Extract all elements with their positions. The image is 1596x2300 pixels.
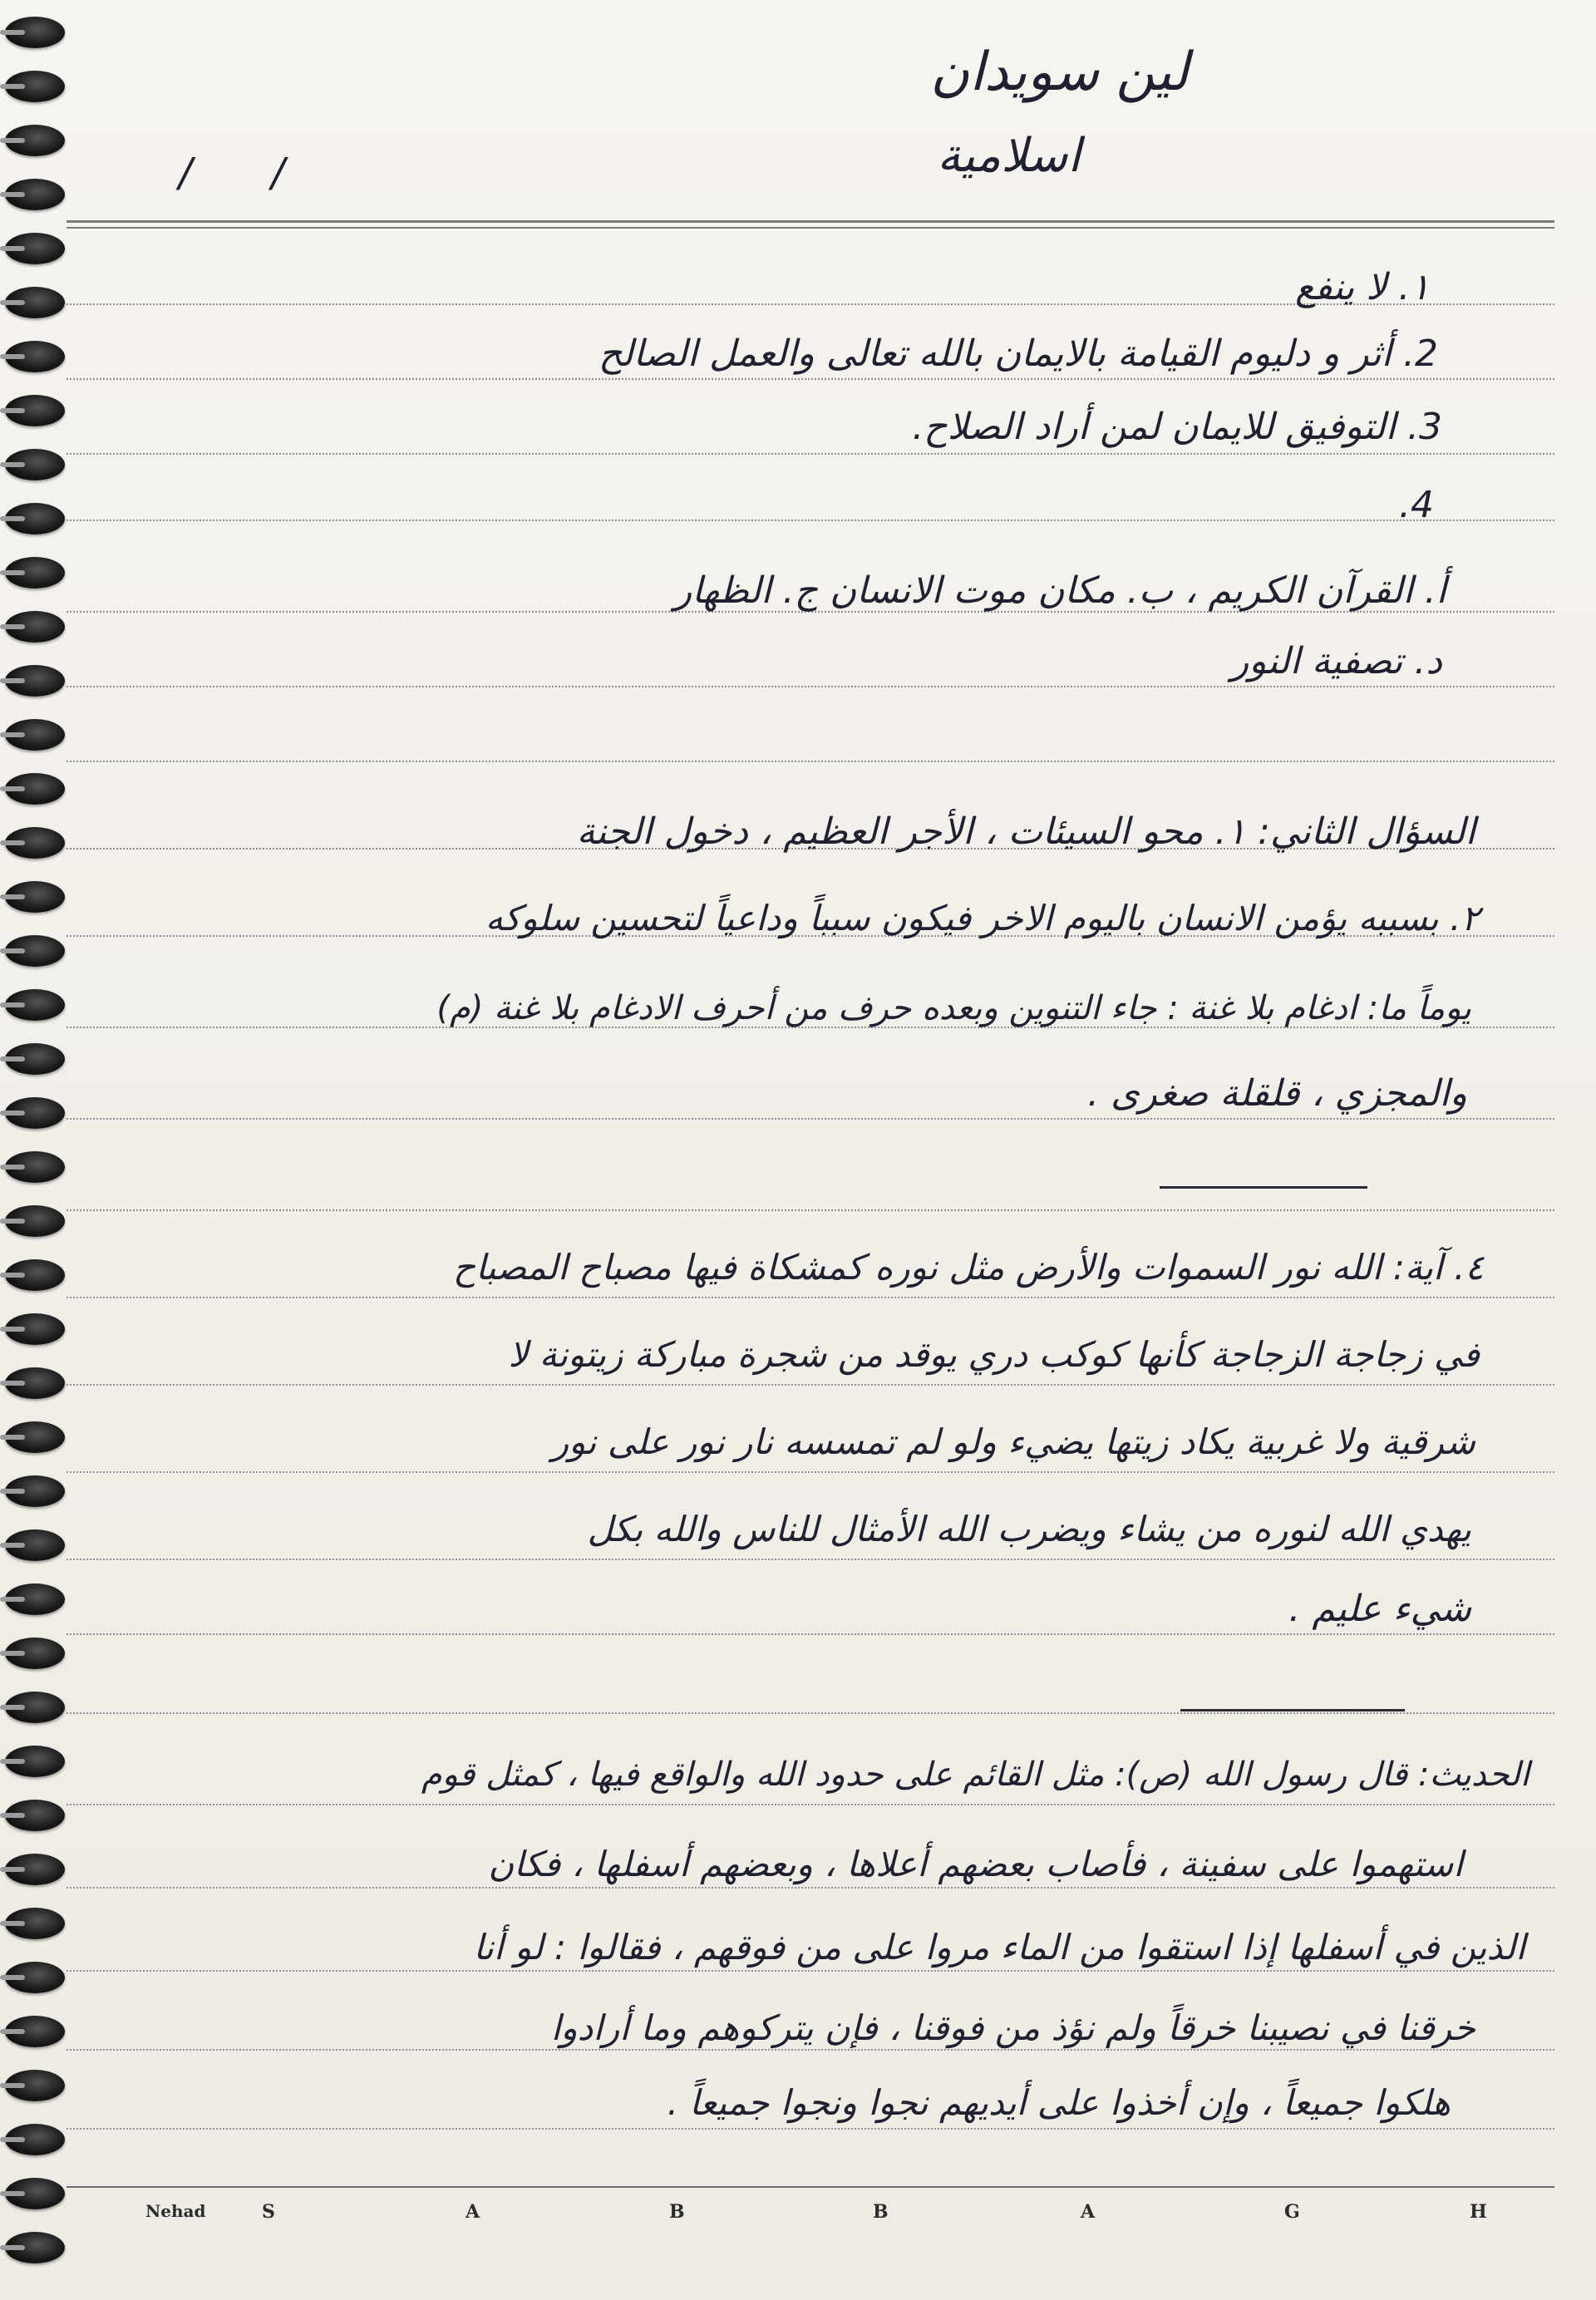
- verse-line-4: يهدي الله لنوره من يشاء ويضرب الله الأمثال للناس والله بكل: [587, 1509, 1471, 1549]
- ruled-line: [66, 1297, 1554, 1298]
- spiral-ring: [5, 611, 65, 643]
- spiral-ring: [5, 1097, 65, 1129]
- header-rule-2: [66, 227, 1554, 229]
- spiral-ring: [5, 1800, 65, 1831]
- ruled-line: [66, 1118, 1554, 1120]
- answer-line-3: 3. التوفيق للايمان لمن أراد الصلاح.: [912, 406, 1442, 448]
- ruled-line: [66, 1887, 1554, 1889]
- verse-line-1: ٤. آية: الله نور السموات والأرض مثل نوره كمشكاة فيها مصباح المصباح: [453, 1247, 1484, 1288]
- spiral-ring: [5, 1475, 65, 1507]
- spiral-ring: [5, 17, 65, 48]
- footer-label-b1: B: [669, 2201, 685, 2223]
- ruled-line: [66, 1209, 1554, 1211]
- hadith-line-2: استهموا على سفينة ، فأصاب بعضهم أعلاها ، وبعضهم أسفلها ، فكان: [488, 1844, 1463, 1884]
- spiral-ring: [5, 1692, 65, 1723]
- spiral-ring: [5, 71, 65, 102]
- spiral-ring: [5, 2178, 65, 2209]
- separator-line-2: [1180, 1709, 1405, 1711]
- spiral-ring: [5, 1367, 65, 1399]
- ruled-line: [66, 520, 1554, 521]
- question-two-line-1: السؤال الثاني: ١. محو السيئات ، الأجر العظيم ، دخول الجنة: [576, 810, 1475, 853]
- answer-line-6: د. تصفية النور: [1231, 640, 1442, 682]
- ruled-line: [66, 1559, 1554, 1560]
- hadith-line-5: هلكوا جميعاً ، وإن أخذوا على أيديهم نجوا ونجوا جميعاً .: [667, 2082, 1451, 2123]
- spiral-ring: [5, 1854, 65, 1885]
- question-two-line-2: ٢. بسببه يؤمن الانسان باليوم الاخر فيكون سبباً وداعياً لتحسين سلوكه: [485, 898, 1480, 938]
- spiral-ring: [5, 2016, 65, 2047]
- footer-brand: Nehad: [145, 2201, 206, 2221]
- spiral-ring: [5, 503, 65, 534]
- spiral-ring: [5, 773, 65, 805]
- ruled-line: [66, 453, 1554, 455]
- hadith-line-4: خرقنا في نصيبنا خرقاً ولم نؤذ من فوقنا ، فإن يتركوهم وما أرادوا: [550, 2007, 1475, 2048]
- ruled-line: [66, 1804, 1554, 1805]
- spiral-ring: [5, 665, 65, 697]
- spiral-ring: [5, 1151, 65, 1183]
- spiral-ring: [5, 827, 65, 859]
- separator-line-1: [1160, 1186, 1367, 1189]
- footer-label-b2: B: [873, 2201, 889, 2223]
- spiral-ring: [5, 287, 65, 318]
- verse-line-3: شرقية ولا غربية يكاد زيتها يضيء ولو لم تمسسه نار نور على نور: [551, 1421, 1475, 1462]
- ruled-line: [66, 761, 1554, 762]
- spiral-ring: [5, 1043, 65, 1075]
- hadith-line-1: الحديث: قال رسول الله (ص): مثل القائم على حدود الله والواقع فيها ، كمثل قوم: [421, 1756, 1530, 1794]
- spiral-ring: [5, 395, 65, 426]
- ruled-line: [66, 1712, 1554, 1714]
- footer-label-s: S: [262, 2201, 275, 2223]
- answer-line-4: 4.: [1399, 484, 1434, 526]
- spiral-ring: [5, 1259, 65, 1291]
- footer-label-h: H: [1470, 2201, 1487, 2223]
- footer-label-a2: A: [1081, 2201, 1096, 2223]
- spiral-ring: [5, 233, 65, 264]
- spiral-ring: [5, 989, 65, 1021]
- spiral-ring: [5, 1908, 65, 1939]
- spiral-ring: [5, 125, 65, 156]
- student-name: لين سويدان: [930, 42, 1189, 103]
- header-rule: [66, 220, 1554, 223]
- spiral-ring: [5, 449, 65, 480]
- spiral-ring: [5, 1638, 65, 1669]
- spiral-ring: [5, 1205, 65, 1237]
- ruled-line: [66, 378, 1554, 380]
- spiral-ring: [5, 1962, 65, 1993]
- answer-line-5: أ. القرآن الكريم ، ب. مكان موت الانسان ج. الظهار: [673, 569, 1446, 612]
- spiral-ring: [5, 881, 65, 913]
- spiral-ring: [5, 1313, 65, 1345]
- hadith-line-3: الذين في أسفلها إذا استقوا من الماء مروا على من فوقهم ، فقالوا : لو أنا: [473, 1927, 1525, 1968]
- footer-label-a1: A: [466, 2201, 480, 2223]
- spiral-ring: [5, 557, 65, 589]
- spiral-binding: [0, 0, 75, 2300]
- spiral-ring: [5, 1529, 65, 1561]
- spiral-ring: [5, 719, 65, 751]
- spiral-ring: [5, 2124, 65, 2155]
- ruled-line: [66, 1384, 1554, 1386]
- question-two-line-3: يوماً ما: ادغام بلا غنة : جاء التنوين وبعده حرف من أحرف الادغام بلا غنة (م): [436, 989, 1471, 1027]
- answer-line-1: ١. لا ينفع: [1295, 266, 1430, 308]
- verse-line-5: شيء عليم .: [1288, 1588, 1471, 1630]
- spiral-ring: [5, 935, 65, 967]
- question-two-line-4: والمجزي ، قلقلة صغرى .: [1087, 1072, 1467, 1115]
- ruled-line: [66, 2128, 1554, 2130]
- date-field: / /: [179, 150, 318, 196]
- footer-rule: [66, 2186, 1554, 2188]
- ruled-line: [66, 2049, 1554, 2051]
- ruled-line: [66, 1471, 1554, 1473]
- subject-title: اسلامية: [937, 129, 1081, 183]
- spiral-ring: [5, 179, 65, 210]
- spiral-ring: [5, 2232, 65, 2263]
- verse-line-2: في زجاجة الزجاجة كأنها كوكب دري يوقد من شجرة مباركة زيتونة لا: [508, 1334, 1480, 1375]
- spiral-ring: [5, 2070, 65, 2101]
- spiral-ring: [5, 1746, 65, 1777]
- answer-line-2: 2. أثر و دليوم القيامة بالايمان بالله تعالى والعمل الصالح: [598, 332, 1438, 375]
- footer-label-g: G: [1284, 2201, 1300, 2223]
- spiral-ring: [5, 1583, 65, 1615]
- spiral-ring: [5, 1421, 65, 1453]
- spiral-ring: [5, 341, 65, 372]
- ruled-line: [66, 1633, 1554, 1635]
- ruled-line: [66, 686, 1554, 687]
- ruled-line: [66, 1970, 1554, 1972]
